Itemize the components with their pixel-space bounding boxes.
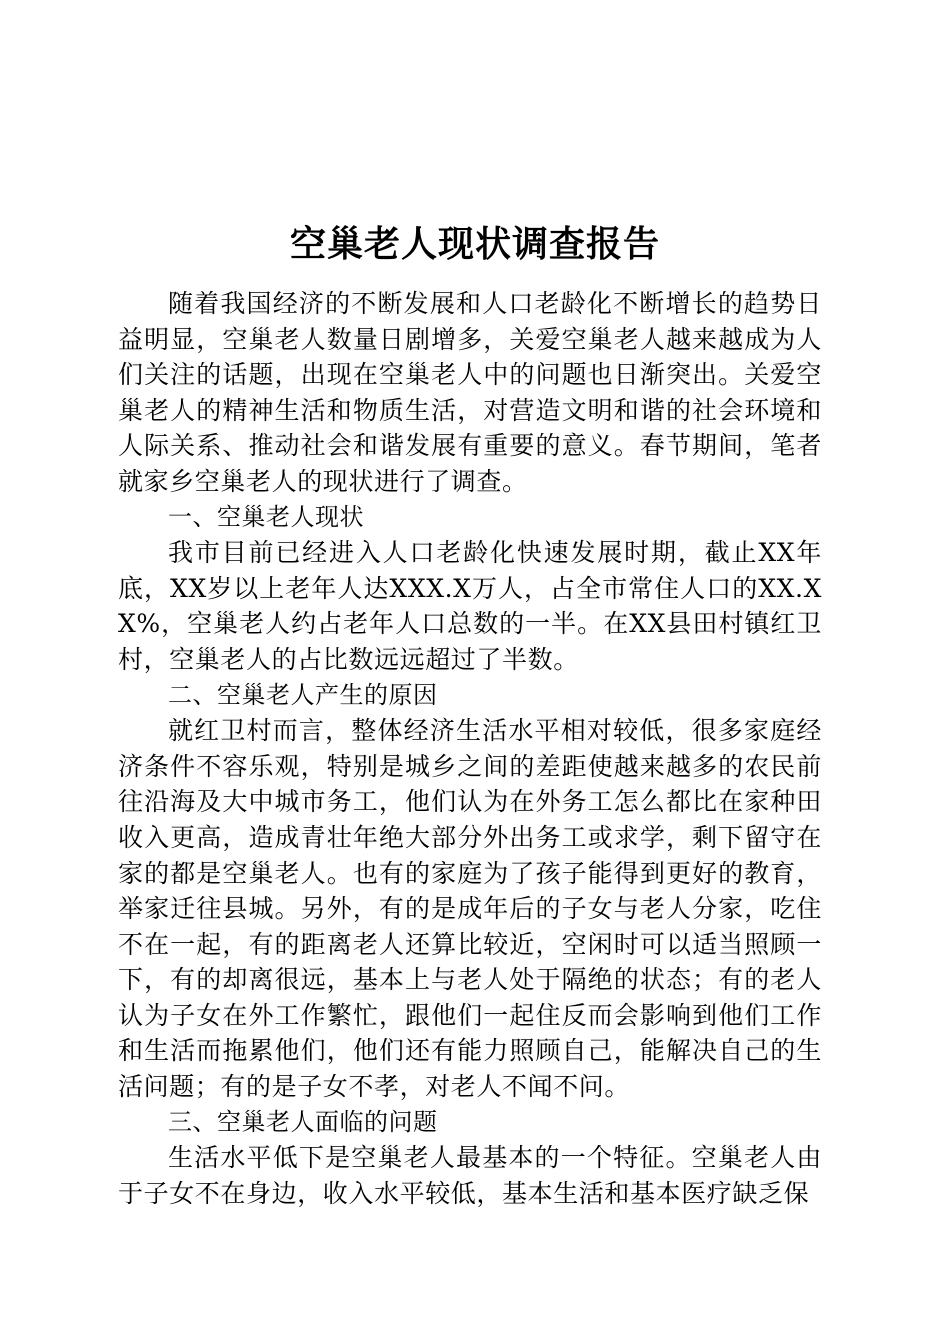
section-heading-2: 二、空巢老人产生的原因 (168, 680, 438, 709)
intro-paragraph: 随着我国经济的不断发展和人口老龄化不断增长的趋势日益明显，空巢老人数量日剧增多，关爱空巢老人越来越成为人们关注的话题，出现在空巢老人中的问题也日渐突出。关爱空巢老人的精神生活和物质生活，对营造文明和谐的社会环境和人际关系、推动社会和谐发展有重要的意义。春节期间，笔者就家乡空巢老人的现状进行了调查。 (118, 289, 822, 496)
document-title: 空巢老人现状调查报告 (289, 223, 660, 266)
section-3-paragraph: 生活水平低下是空巢老人最基本的一个特征。空巢老人由于子女不在身边，收入水平较低，基本生活和基本医疗缺乏保 (118, 1143, 822, 1208)
section-2-paragraph: 就红卫村而言，整体经济生活水平相对较低，很多家庭经济条件不容乐观，特别是城乡之间的差距使越来越多的农民前往沿海及大中城市务工，他们认为在外务工怎么都比在家种田收入更高，造成青壮年绝大部分外出务工或求学，剩下留守在家的都是空巢老人。也有的家庭为了孩子能得到更好的教育，举家迁往县城。另外，有的是成年后的子女与老人分家，吃住不在一起，有的距离老人还算比较近，空闲时可以适当照顾一下，有的却离很远，基本上与老人处于隔绝的状态；有的老人认为子女在外工作繁忙，跟他们一起住反而会影响到他们工作和生活而拖累他们，他们还有能力照顾自己，能解决自己的生活问题；有的是子女不孝，对老人不闻不问。 (118, 716, 822, 1102)
document-body (118, 286, 822, 1211)
section-heading-3: 三、空巢老人面临的问题 (168, 1107, 438, 1136)
section-heading-1: 一、空巢老人现状 (168, 502, 364, 531)
section-1-paragraph: 我市目前已经进入人口老龄化快速发展时期，截止XX年底，XX岁以上老年人达XXX.X万人，占全市常住人口的XX.XX%，空巢老人约占老年人口总数的一半。在XX县田村镇红卫村，空巢老人的占比数远远超过了半数。 (118, 538, 822, 674)
